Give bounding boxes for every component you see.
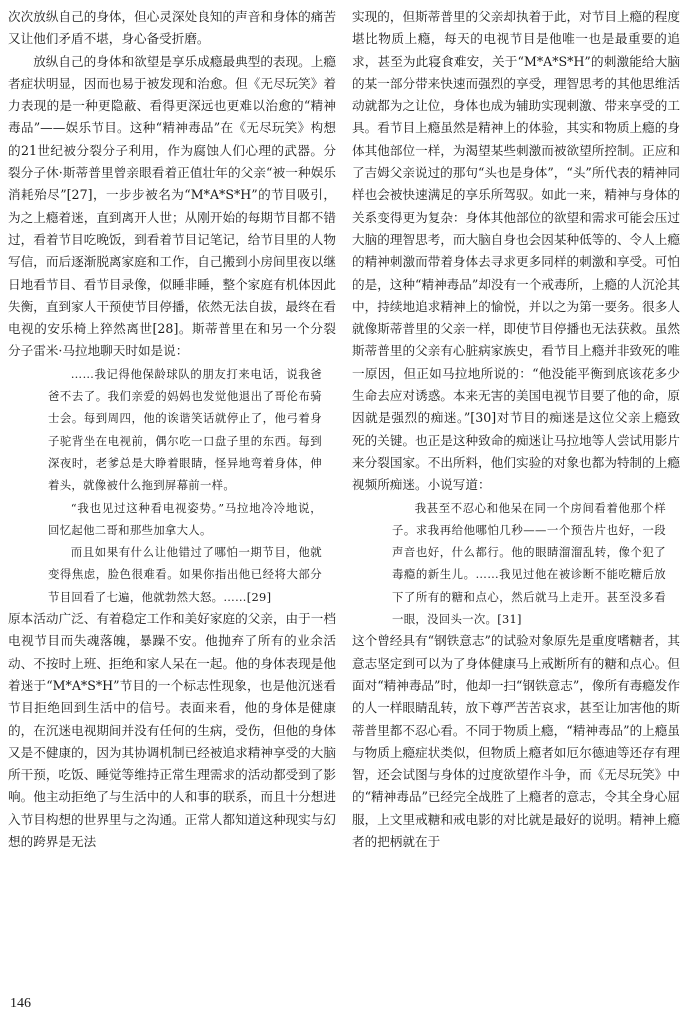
- paragraph: 实现的，但斯蒂普里的父亲却执着于此，对节目上瘾的程度堪比物质上瘾，每天的电视节目是他唯一也是最重要的追求，甚至为此寝食难安，关于“M*A*S*H”的刺激能给大脑的某一部分带来快速而强烈的享受，理智思考的其他思维活动就都为之让位，身体也成为辅助实现刺激、带来享受的工具。看节目上瘾虽然是精神上的体验，其实和物质上瘾的身体其他部位一样，为渴望某些刺激而被欲望所控制。正应和了吉姆父亲说过的那句“头也是身体”，“头”所代表的精神同样也会被快速满足的享乐所驾驭。如此一来，精神与身体的关系变得更为复杂：身体其他部位的欲望和需求可能会压过大脑的理智思考，而大脑自身也会因某种低等的、令人上瘾的精神刺激而带着身体去寻求更多同样的刺激和享受。可怕的是，这种“精神毒品”却没有一个戒毒所，上瘾的人沉沦其中，持续地追求精神上的愉悦，并以之为第一要务。很多人就像斯蒂普里的父亲一样，即使节目停播也无法获救。虽然斯蒂普里的父亲有心脏病家族史，看节目上瘾并非致死的唯一原因，但正如马拉地所说的：“他没能平衡到底该花多少生命去应对诱惑。本来无害的美国电视节目要了他的命，原因就是强烈的痴迷。”[30]对节目的痴迷是这位父亲上瘾致死的关键。也正是这种致命的痴迷让马拉地等人尝试用影片来分裂国家。不出所料，他们实验的对象也都为特制的上瘾视频所痴迷。小说写道：: [352, 9, 681, 493]
- paragraph: 次次放纵自己的身体，但心灵深处良知的声音和身体的痛苦又让他们矛盾不堪，身心备受折磨。: [8, 9, 336, 47]
- left-column: [8, 6, 336, 853]
- block-quote: ……我记得他保龄球队的朋友打来电话，说我爸爸不去了。我们亲爱的妈妈也发觉他退出了哥伦布骑士会。每到周四，他的诶谐笑话就停止了，他弓着身子驼背坐在电视前，偶尔吃一口盘子里的东西。每到深夜时，老爹总是大睁着眼睛，怪异地弯着身体，伸着头，就像被什么拖到屏幕前一样。: [48, 366, 322, 493]
- paragraph: 这个曾经具有“钢铁意志”的试验对象原先是重度嗜糖者，其意志坚定到可以为了身体健康马上戒断所有的糖和点心。但面对“精神毒品”时，他却一扫“钢铁意志”，像所有毒瘾发作的人一样眼睛乱转，放下尊严苦苦哀求，甚至让加害他的斯蒂普里都不忍心看。不同于物质上瘾，“精神毒品”的上瘾虽与物质上瘾症状类似，但物质上瘾者如厄尔德迪等还存有理智，还会试图与身体的过度欲望作斗争，而《无尽玩笑》中的“精神毒品”已经完全战胜了上瘾者的意志，令其全身心屈服，上文里戒糖和戒电影的对比就是最好的说明。精神上瘾者的把柄就在于: [352, 633, 681, 849]
- page-number: 146: [10, 996, 31, 1011]
- block-quote: “我也见过这种看电视姿势。”马拉地冷冷地说，回忆起他二哥和那些加拿大人。: [48, 500, 322, 537]
- block-quote: 而且如果有什么让他错过了哪怕一期节目，他就变得焦虑，脸色很难看。如果你指出他已经将大部分节目回看了七遍，他就勃然大怒。……[29]: [48, 545, 322, 604]
- paragraph: 放纵自己的身体和欲望是享乐成瘾最典型的表现。上瘾者症状明显，因而也易于被发现和治愈。但《无尽玩笑》着力表现的是一种更隐蔽、看得更深远也更难以治愈的“精神毒品”——娱乐节目。这种“精神毒品”在《无尽玩笑》构想的21世纪被分裂分子利用，作为腐蚀人们心理的武器。分裂分子休·斯蒂普里曾亲眼看着正值壮年的父亲“被一种娱乐消耗殆尽”[27]，一步步被名为“M*A*S*H”的节目吸引，为之上瘾着迷，直到离开人世；从刚开始的每期节目都不错过，看着节目吃晚饭，到看着节目记笔记，给节目里的人物写信，而后逐渐脱离家庭和工作，自己搬到小房间里夜以继日地看节目、看节目录像，似睡非睡，整个家庭有机体因此失衡，直到家人干预使节目停播，依然无法自拔，最终在看电视的安乐椅上猝然离世[28]。斯蒂普里在和另一个分裂分子雷米·马拉地聊天时如是说：: [8, 53, 336, 359]
- right-column: [352, 6, 680, 853]
- block-quote: 我甚至不忍心和他呆在同一个房间看着他那个样子。求我再给他哪怕几秒——一个预告片也好，一段声音也好，什么都行。他的眼睛溜溜乱转，像个犯了毒瘾的新生儿。……我见过他在被诊断不能吃糖后放下了所有的糖和点心，然后就马上走开。甚至没多看一眼，没回头一次。[31]: [392, 500, 666, 627]
- paragraph: 原本活动广泛、有着稳定工作和美好家庭的父亲，由于一档电视节目而失魂落魄，暴躁不安。他抛弃了所有的业余活动、不按时上班、拒绝和家人呆在一起。他的身体表现是他着迷于“M*A*S*H”节目的一个标志性现象，也是他沉迷看节目拒绝回到生活中的信号。表面来看，他的身体是健康的，在沉迷电视期间并没有任何的生病，受伤，但他的身体又是不健康的，因为其协调机制已经被追求精神享受的大脑所干预，吃饭、睡觉等维持正常生理需求的活动都受到了影响。他主动拒绝了与生活中的人和事的联系，而且十分想进入节目构想的世界里与之沟通。正常人都知道这种现实与幻想的跨界是无法: [8, 611, 336, 849]
